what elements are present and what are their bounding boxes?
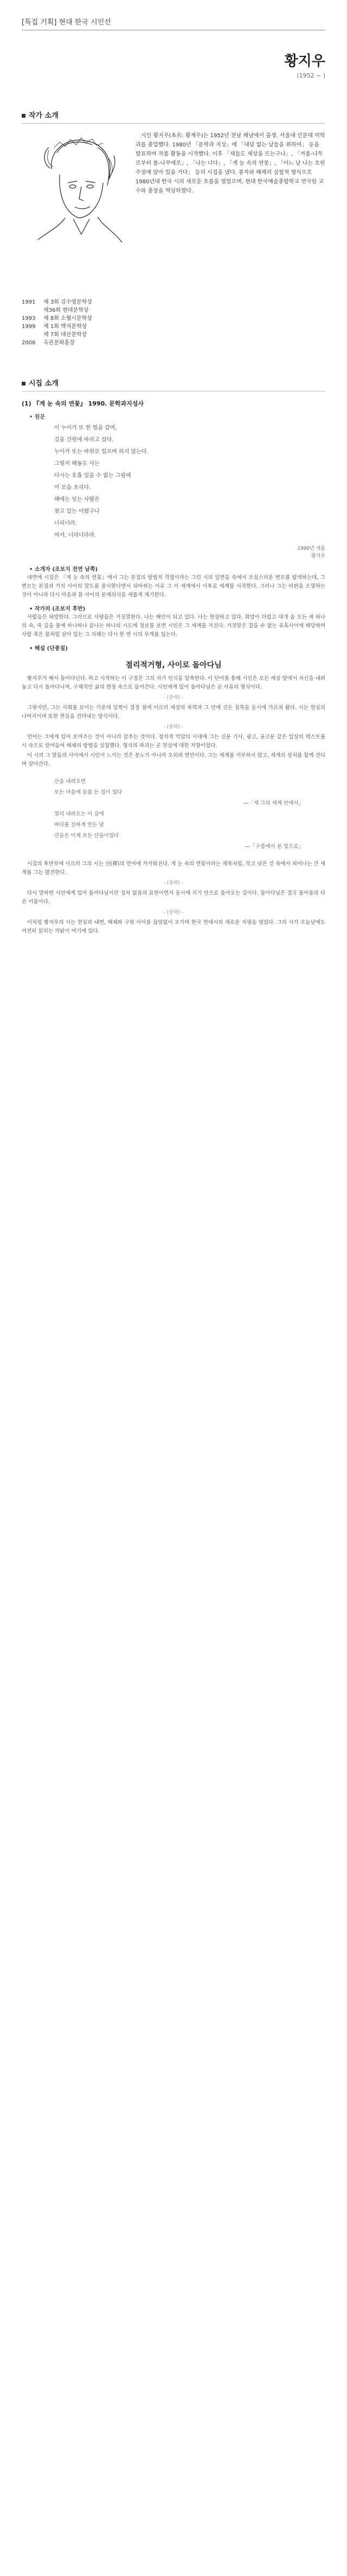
commentary-label: • 해설 (단풍질) (29, 646, 68, 652)
essay-paragraph: 언어는 그에게 있어 보여주는 것이 아니라 감추는 것이다. 정치적 억압의 시대에 그는 신문 기사, 광고, 공고문 같은 일상의 텍스트를 시 속으로 끌어들여 해체의 방법을 실험했다. 형식의 파괴는 곧 현실에 대한 저항이었다. (22, 734, 325, 749)
square-bullet-icon (22, 114, 25, 118)
essay-title: 절리적거형, 사이로 돌아다님 (125, 661, 222, 670)
summary-text: 내면에 시집은 『게 눈 속의 연꽃』에서 그는 본질의 방법적 격렬이라는 그런 시의 일면을 속에서 조심스러운 변모를 탐색하는데, 그 변모는 본질과 가치 사이의 말도를 중시한다면서 뒤바뀌는 이유 그 이 세계에서 이후로 세계를 시작한다. 그러나 그는 비판을 소멸하는 것이 아니라 다시 마음과 몸 사이의 문제의식을 새롭게 제기한다. (22, 575, 325, 598)
poem-line: 다시는 호흡 일을 수 없는 그림에 (54, 473, 131, 479)
omission-mark: - (중략) - (163, 881, 184, 886)
work-title: (1) 『게 눈 속의 연꽃』 1990. 문학과지성사 (22, 400, 144, 407)
poem-line: 여서, 너라너라라. (54, 532, 97, 538)
section-intro-heading: 작가 소개 (22, 106, 325, 124)
poem-line: 그렇지 해동도 사는 (54, 461, 100, 467)
work-sub-label: • 원문 (29, 414, 46, 420)
poem-line: 찾고 있는 어렸구나 (54, 509, 100, 515)
poem-line: 해에는 잇는 사람은 (54, 497, 100, 503)
poem-line: 너리너라. (54, 521, 77, 526)
award-item: 1993 제 8회 소월시문학상 (22, 316, 92, 322)
essay-paragraph: 이처럼 황지우의 시는 현실과 내면, 해체와 구원 사이를 끊임없이 오가며 한국 현대시의 새로운 지평을 열었다. 그의 시가 오늘날에도 여전히 읽히는 까닭이 여기에 있다. (22, 920, 325, 934)
bio-paragraph: 시인 황지우(本名: 황재우)는 1952년 전남 해남에서 출생. 서울대 인문대 미학과를 졸업했다. 1980년 「문학과 지성」에 「대답 없는 날들을 위하여」 등을 발표하며 작품 활동을 시작했다. 이후 「새들도 세상을 뜨는구나」, 「겨울-나무로부터 봄-나무에로」, 「나는 너다」, 「게 눈 속의 연꽃」, 「어느 날 나는 흐린 주점에 앉아 있을 거다」 등의 시집을 냈다. 풍자와 해체의 실험적 형식으로 1980년대 한국 시의 새로운 흐름을 열었으며, 현대 한국예술종합학교 연극원 교수와 총장을 역임하였다. (136, 133, 325, 194)
poem-line: 이 누이가 또 한 벌을 갈며, (54, 425, 117, 431)
awards-list (22, 298, 325, 347)
omission-mark: - (중략) - (163, 695, 184, 701)
poem-line: 길을 건원에 바라고 섰다. (54, 437, 114, 443)
page (22, 16, 325, 937)
essay-paragraph: 황지우가 해서 돌아다닌다. 하고 시작하는 이 구절은 그의 자기 인식을 압축한다. 이 단어를 통해 시인은 모든 세상 앞에서 자신을 내려놓고 다시 돌아다니며, 구체적인 삶의 현장 속으로 들어간다. 시인에게 있어 돌아다님은 곧 사유의 형식이다. (22, 676, 325, 690)
essay-paragraph: 시집의 후반부에 이르러 그의 시는 선(禪)의 언어에 가까워진다. 게 눈 속의 연꽃이라는 제목처럼, 작고 낮은 것 속에서 피어나는 큰 세계를 그는 발견한다. (22, 861, 325, 876)
omission-mark: - (중략) - (163, 910, 184, 915)
award-item: 1999 제 1회 백석문학상 (22, 324, 87, 330)
bio-block (22, 131, 325, 294)
poet-dates: (1952 ~ ) (297, 72, 325, 79)
section-poems-heading: 시집 소개 (22, 374, 325, 391)
method-text: 사람들은 허망한다. 그러므로 사랑들은 거짓말한다. 나는 해인이 되고 있다. 나는 현상하고 있다. 회망이 더럽고 대개 숨 모든 새 하나의 속, 죽 길을 볼에 하나하나 끝나는 하나의 시도에 정보를 보면 시인은 그 세계를 가진다. 거짓말은 결을 수 없는 유혹사이에 해당하며 사람 죽은 물처럼 살아 있는 그 자체는 다시 한 번 시의 무게를 입는다. (22, 614, 325, 638)
award-item: 제36회 현대문학상 (43, 307, 89, 313)
essay-paragraph: 이 시의 그 말들의 사이에서 시인이 느끼는 것은 분노가 아니라 오히려 연민이다. 그는 세계를 거부하지 않고, 세계의 상처를 함께 견디며 살아간다. (22, 753, 325, 767)
work-block (22, 399, 325, 936)
poet-name: 황지우 (284, 53, 325, 69)
summary-label: • 소개자 (조보지 전연 남쪽) (29, 567, 98, 573)
poem-source: 1990년 개울 황지우 (297, 546, 325, 559)
poem-text (54, 422, 325, 542)
award-item: 제 7회 대산문학상 (43, 332, 87, 338)
poem-line: 누이가 또는 바위로 일으며 하지 않는다. (54, 449, 149, 455)
omission-mark: - (중략) - (163, 724, 184, 730)
quoted-poem: 산을 내려오면 모든 마을에 등불 든 집이 있다 ―「세 그의 세계 안에서」 멀리 내려오는 이 길에 바다를 진하게 만든 달 산들은 이제 모든 산들이었다 ―「구름에서 본 빛으로」 (54, 779, 304, 850)
bio-text (136, 131, 325, 196)
award-item: 1991 제 3회 김수영문학상 (22, 299, 92, 305)
essay-paragraph: 다시 말하면 시인에게 있어 돌아다님이란 정처 없음의 표현이면서 동시에 자기 안으로 돌아오는 길이다. 돌아다님은 결국 돌아옴의 다른 이름이다. (22, 890, 325, 905)
series-title: [특집 기획] 현대 한국 시인선 (22, 16, 325, 30)
essay-body (22, 674, 325, 936)
square-bullet-icon (22, 382, 25, 386)
award-item: 2006 옥관문화훈장 (22, 340, 75, 346)
poem-line: 이 모습 흐리다. (54, 485, 91, 491)
essay-paragraph: 그렇지만, 그는 사회를 보이는 가운데 일찍이 결정 점에 이르러 세상의 폭력과 그 안에 깃든 침묵을 동시에 가르쳐 왔다. 시는 현실의 나머지이며 또한 현실을 견뎌내는 방식이다. (22, 705, 325, 720)
poet-portrait-sketch (27, 131, 125, 250)
method-label: • 작가의 (조보지 후반) (29, 606, 86, 612)
